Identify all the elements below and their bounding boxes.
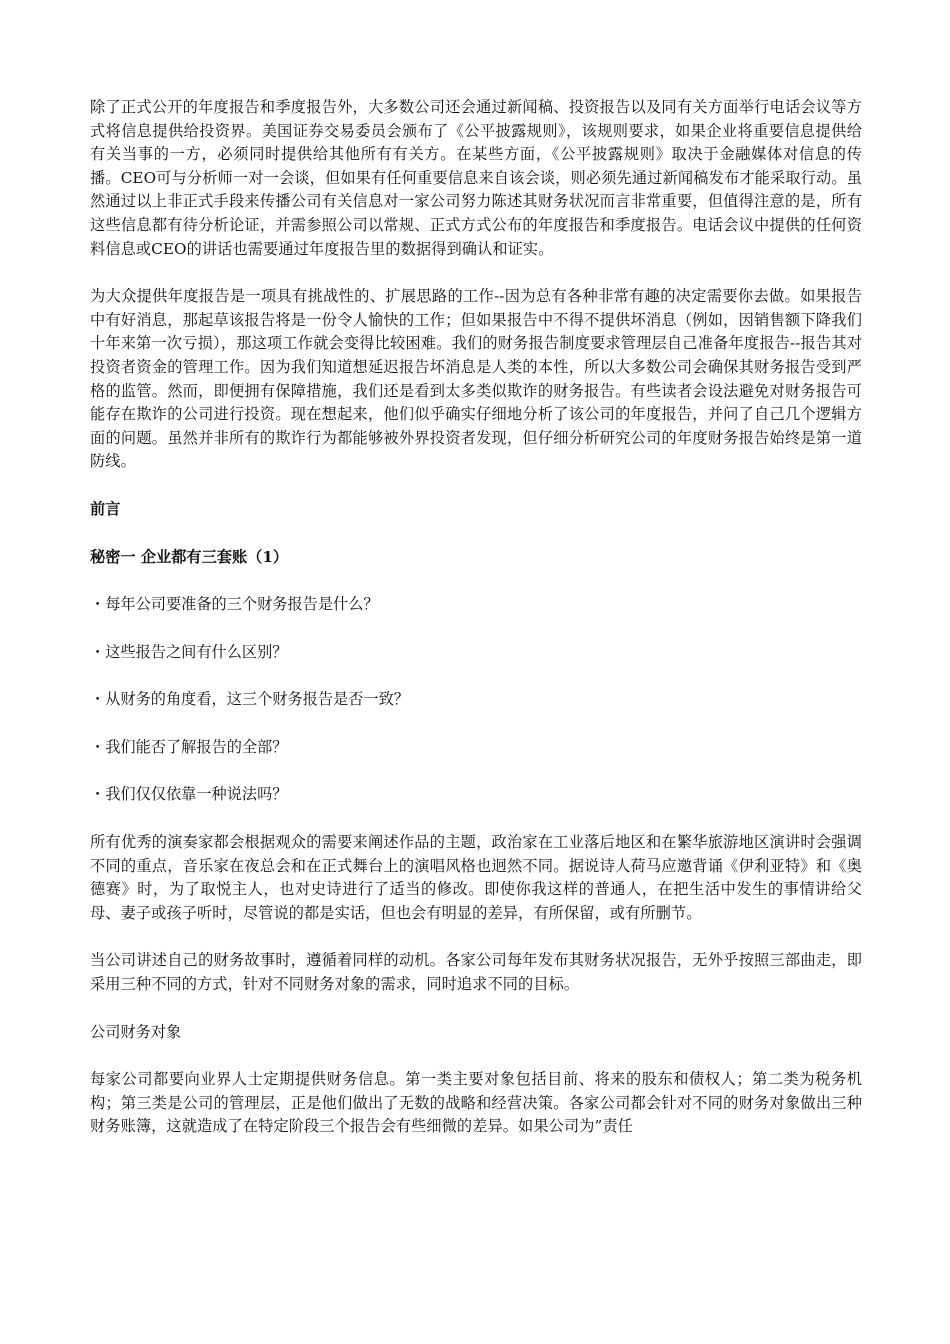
bullet-item: ・我们仅仅依靠一种说法吗？ bbox=[90, 785, 288, 804]
bullet-item: ・这些报告之间有什么区别？ bbox=[90, 642, 288, 661]
bullet-item: ・每年公司要准备的三个财务报告是什么？ bbox=[90, 595, 379, 614]
paragraph-annual-report: 为大众提供年度报告是一项具有挑战性的、扩展思路的工作--因为总有各种非常有趣的决定需要你去做。如果报告中有好消息，那起草该报告将是一份令人愉快的工作；但如果报告中不得不提供坏消息（例如，因销售额下降我们十年来第一次亏损），那这项工作就会变得比较困难。我们的财务报告制度要求管理层自己准备年度报告--报告其对投资者资金的管理工作。因为我们知道想延迟报告坏消息是人类的本性，所以大多数公司会确保其财务报告受到严格的监管。然而，即便拥有保障措施，我们还是看到太多类似欺诈的财务报告。有些读者会设法避免对财务报告可能存在欺诈的公司进行投资。现在想起来，他们似乎确实仔细地分析了该公司的年度报告，并问了自己几个逻辑方面的问题。虽然并非所有的欺诈行为都能够被外界投资者发现，但仔细分析研究公司的年度财务报告始终是第一道防线。 bbox=[90, 287, 862, 471]
bullet-item: ・我们能否了解报告的全部？ bbox=[90, 737, 288, 756]
paragraph-disclosure: 除了正式公开的年度报告和季度报告外，大多数公司还会通过新闻稿、投资报告以及同有关方面举行电话会议等方式将信息提供给投资界。美国证券交易委员会颁布了《公平披露规则》，该规则要求，如果企业将重要信息提供给有关当事的一方，必须同时提供给其他所有有关方。在某些方面，《公平披露规则》取决于金融媒体对信息的传播。CEO可与分析师一对一会谈，但如果有任何重要信息来自该会谈，则必须先通过新闻稿发布才能采取行动。虽然通过以上非正式手段来传播公司有关信息对一家公司努力陈述其财务状况而言非常重要，但值得注意的是，所有这些信息都有待分析论证，并需参照公司以常规、正式方式公布的年度报告和季度报告。电话会议中提供的任何资料信息或CEO的讲话也需要通过年度报告里的数据得到确认和证实。 bbox=[90, 98, 862, 258]
document-page bbox=[90, 96, 862, 1163]
chapter-heading: 秘密一 企业都有三套账（1） bbox=[90, 547, 289, 566]
preface-heading: 前言 bbox=[90, 499, 121, 518]
paragraph-performers: 所有优秀的演奏家都会根据观众的需要来阐述作品的主题，政治家在工业落后地区和在繁华旅游地区演讲时会强调不同的重点，音乐家在夜总会和在正式舞台上的演唱风格也迥然不同。据说诗人荷马应邀背诵《伊利亚特》和《奥德赛》时，为了取悦主人，也对史诗进行了适当的修改。即使你我这样的普通人，在把生活中发生的事情讲给父母、妻子或孩子听时，尽管说的都是实话，但也会有明显的差异，有所保留，或有所删节。 bbox=[90, 833, 862, 922]
paragraph-company-story: 当公司讲述自己的财务故事时，遵循着同样的动机。各家公司每年发布其财务状况报告，无外乎按照三部曲走，即采用三种不同的方式，针对不同财务对象的需求，同时追求不同的目标。 bbox=[90, 951, 862, 994]
bullet-item: ・从财务的角度看，这三个财务报告是否一致？ bbox=[90, 690, 409, 709]
paragraph-financial-audience: 每家公司都要向业界人士定期提供财务信息。第一类主要对象包括目前、将来的股东和债权人；第二类为税务机构；第三类是公司的管理层，正是他们做出了无数的战略和经营决策。各家公司都会针对不同的财务对象做出三种财务账簿，这就造成了在特定阶段三个报告会有些细微的差异。如果公司为”责任 bbox=[90, 1070, 862, 1136]
subsection-title: 公司财务对象 bbox=[90, 1022, 182, 1041]
